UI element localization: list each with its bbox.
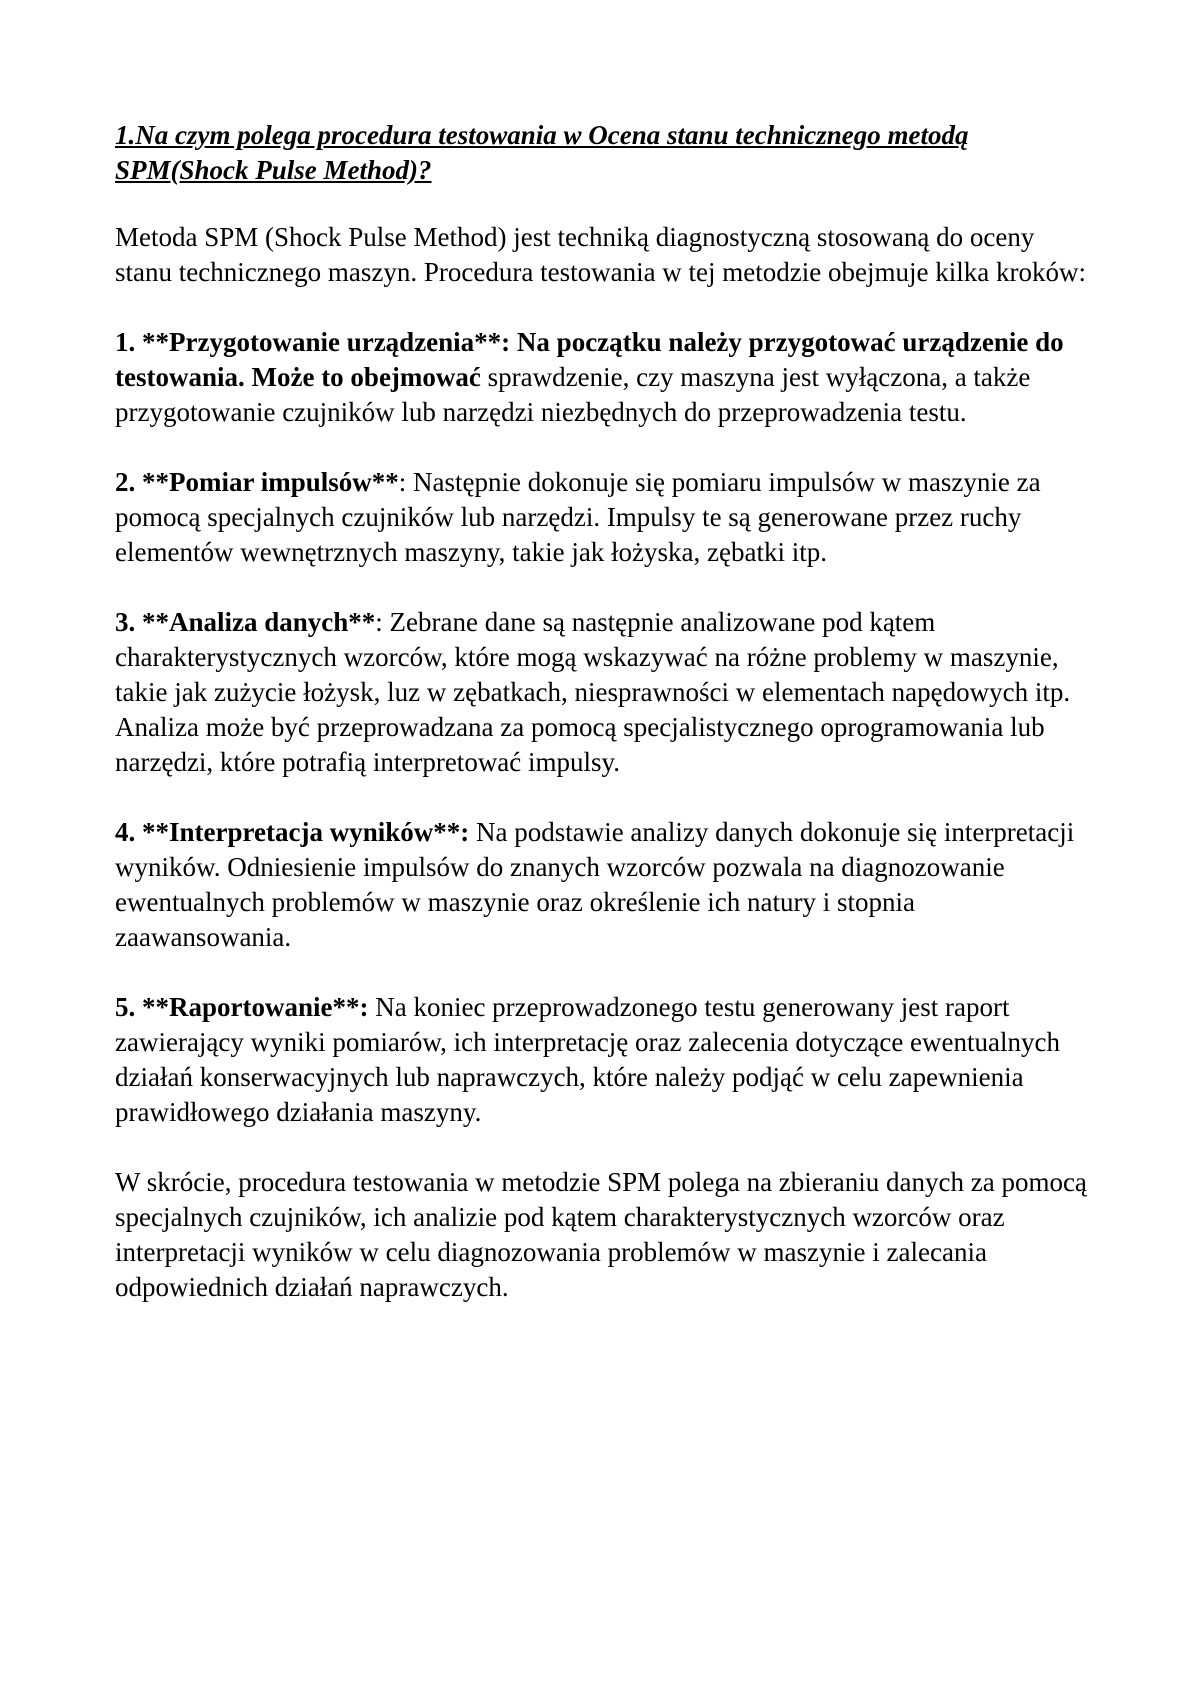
step-1-heading: 1. **Przygotowanie urządzenia**: Na początku należy przygotować urządzenie do testowania. Może to obejmować	[115, 327, 1064, 392]
step-5-text: Na koniec przeprowadzonego testu generowany jest raport zawierający wyniki pomiarów, ich interpretację oraz zalecenia dotyczące ewentualnych działań konserwacyjnych lub naprawczych, które należy podjąć w celu zapewnienia prawidłowego działania maszyny.	[115, 992, 1060, 1127]
step-3-heading: 3. **Analiza danych**	[115, 607, 376, 637]
step-4-heading: 4. **Interpretacja wyników**:	[115, 817, 470, 847]
step-4-paragraph	[115, 815, 1090, 955]
step-2-text: : Następnie dokonuje się pomiaru impulsów w maszynie za pomocą specjalnych czujników lub narzędzi. Impulsy te są generowane przez ruchy elementów wewnętrznych maszyny, takie jak łożyska, zębatki itp.	[115, 467, 1041, 567]
document-page	[115, 118, 1090, 1340]
step-5-paragraph	[115, 990, 1090, 1130]
step-2-paragraph	[115, 465, 1090, 570]
intro-paragraph: Metoda SPM (Shock Pulse Method) jest techniką diagnostyczną stosowaną do oceny stanu technicznego maszyn. Procedura testowania w tej metodzie obejmuje kilka kroków:	[115, 222, 1086, 287]
step-2-heading: 2. **Pomiar impulsów**	[115, 467, 399, 497]
step-5-heading: 5. **Raportowanie**:	[115, 992, 369, 1022]
step-3-paragraph	[115, 605, 1090, 780]
step-1-paragraph	[115, 325, 1090, 430]
step-1-text: sprawdzenie, czy maszyna jest wyłączona, a także przygotowanie czujników lub narzędzi niezbędnych do przeprowadzenia testu.	[115, 362, 1031, 427]
step-4-text: Na podstawie analizy danych dokonuje się interpretacji wyników. Odniesienie impulsów do znanych wzorców pozwala na diagnozowanie ewentualnych problemów w maszynie oraz określenie ich natury i stopnia zaawansowania.	[115, 817, 1075, 952]
document-title: 1.Na czym polega procedura testowania w Ocena stanu technicznego metodą SPM(Shock Pulse Method)?	[115, 120, 969, 185]
step-3-text: : Zebrane dane są następnie analizowane pod kątem charakterystycznych wzorców, które mogą wskazywać na różne problemy w maszynie, takie jak zużycie łożysk, luz w zębatkach, niesprawności w elementach napędowych itp. Analiza może być przeprowadzana za pomocą specjalistycznego oprogramowania lub narzędzi, które potrafią interpretować impulsy.	[115, 607, 1071, 777]
summary-paragraph: W skrócie, procedura testowania w metodzie SPM polega na zbieraniu danych za pomocą specjalnych czujników, ich analizie pod kątem charakterystycznych wzorców oraz interpretacji wyników w celu diagnozowania problemów w maszynie i zalecania odpowiednich działań naprawczych.	[115, 1167, 1087, 1302]
